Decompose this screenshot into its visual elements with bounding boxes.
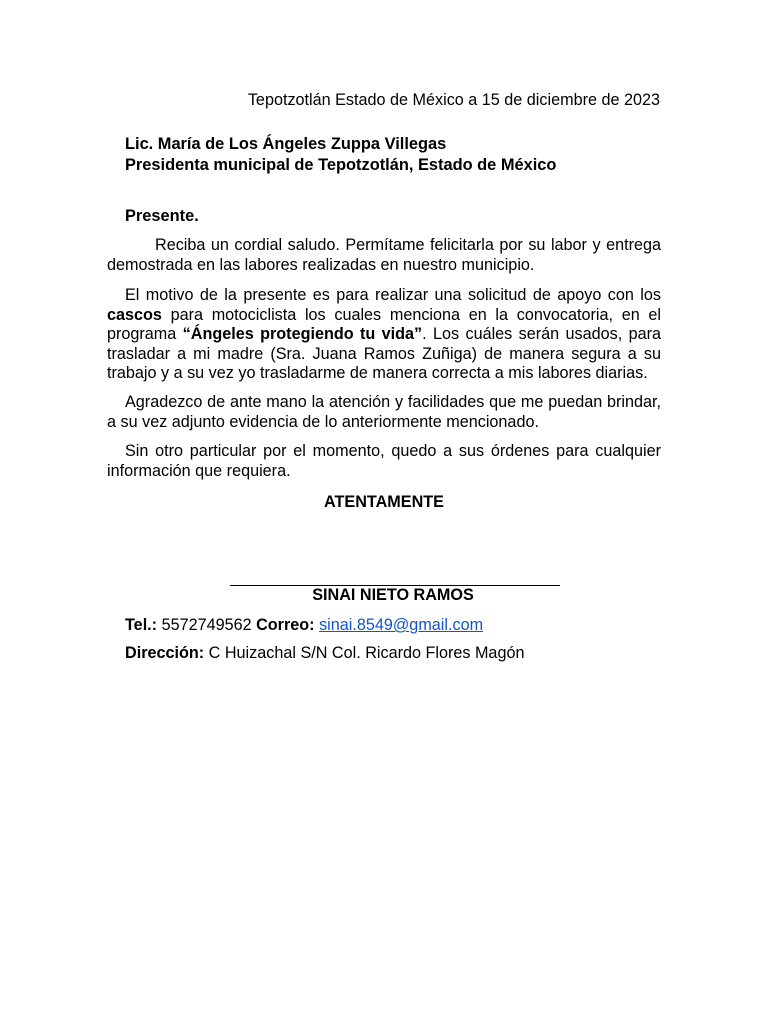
paragraph-request-bold-cascos: cascos xyxy=(107,305,162,324)
address-value: C Huizachal S/N Col. Ricardo Flores Magón xyxy=(208,644,525,662)
recipient-position: Presidenta municipal de Tepotzotlán, Estado de México xyxy=(125,155,557,174)
recipient-block xyxy=(125,134,556,175)
paragraph-request xyxy=(107,286,661,384)
signature-name: SINAI NIETO RAMOS xyxy=(312,586,474,604)
email-link[interactable]: sinai.8549@gmail.com xyxy=(319,616,484,634)
paragraph-farewell: Sin otro particular por el momento, quedo a sus órdenes para cualquier información que requiera. xyxy=(107,442,661,480)
address-label: Dirección: xyxy=(125,644,205,662)
recipient-name: Lic. María de Los Ángeles Zuppa Villegas xyxy=(125,135,447,153)
contact-line xyxy=(125,616,483,636)
paragraph-thanks: Agradezco de ante mano la atención y facilidades que me puedan brindar, a su vez adjunto evidencia de lo anteriormente mencionado. xyxy=(107,393,661,431)
address-line xyxy=(125,644,524,664)
tel-value: 5572749562 xyxy=(161,616,252,634)
greeting: Presente. xyxy=(125,207,199,225)
paragraph-request-bold-program: “Ángeles protegiendo tu vida” xyxy=(182,325,423,343)
paragraph-request-text-a: El motivo de la presente es para realizar una solicitud de apoyo con los xyxy=(125,286,661,304)
tel-label: Tel.: xyxy=(125,616,158,634)
paragraph-request-text-b: para motociclista los cuales menciona en la convocatoria, en el programa xyxy=(107,305,661,343)
email-label: Correo: xyxy=(256,616,315,634)
paragraph-request-text-c: . Los cuáles serán usados, para trasladar a mi madre (Sra. Juana Ramos Zuñiga) de manera segura a su trabajo y a su vez yo trasladarme de manera correcta a mis labores diarias. xyxy=(107,325,661,382)
paragraph-greeting: Reciba un cordial saludo. Permítame felicitarla por su labor y entrega demostrada en las labores realizadas en nuestro municipio. xyxy=(107,236,661,274)
closing: ATENTAMENTE xyxy=(324,493,444,511)
date-line: Tepotzotlán Estado de México a 15 de diciembre de 2023 xyxy=(247,91,660,109)
